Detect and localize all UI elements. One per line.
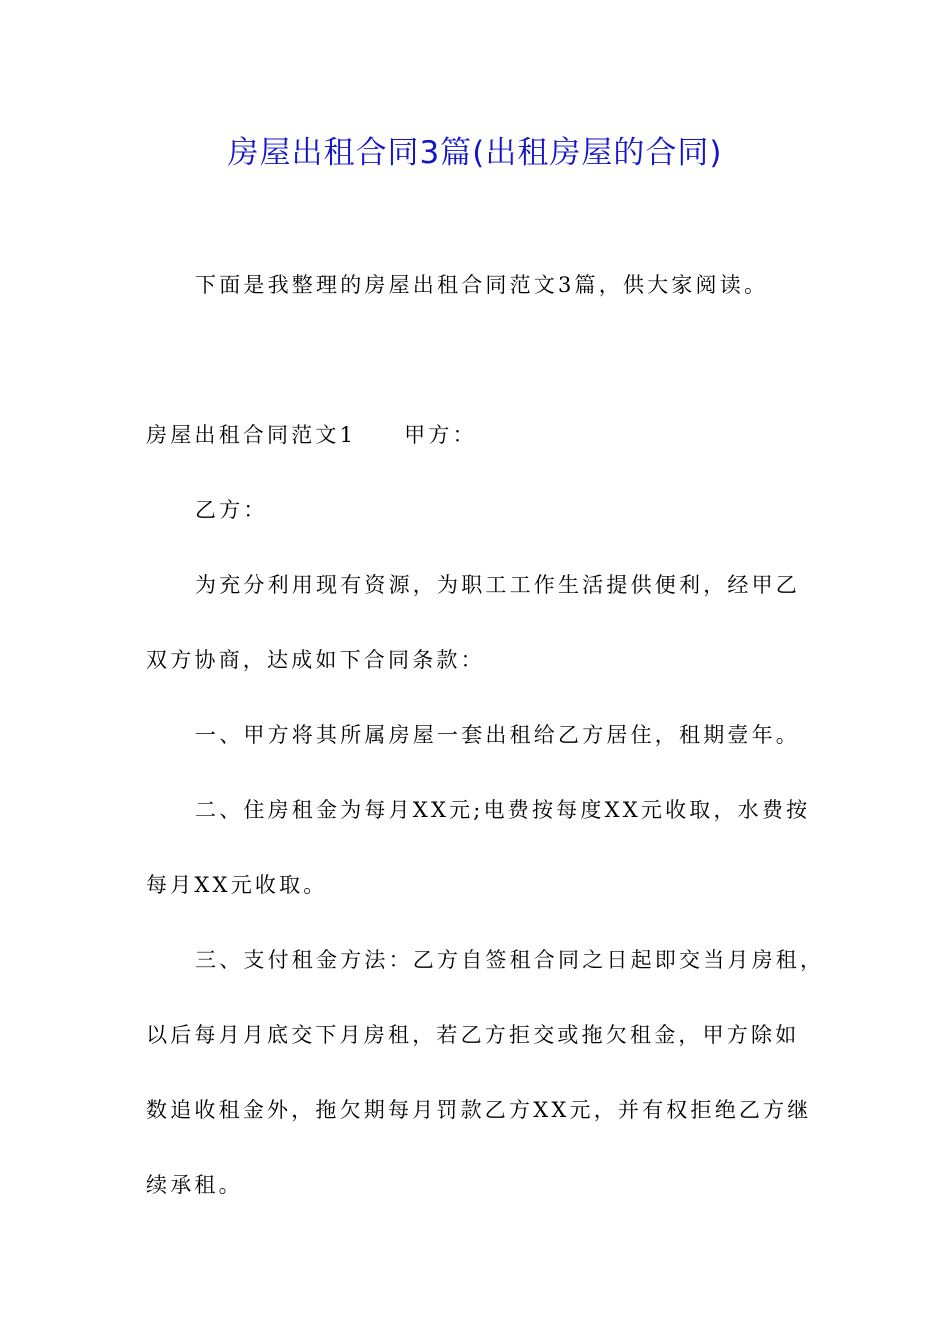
body-line: 双方协商，达成如下合同条款： <box>146 648 485 672</box>
body-line: 以后每月月底交下月房租，若乙方拒交或拖欠租金，甲方除如 <box>146 1023 800 1047</box>
party-b-label: 乙方： <box>195 498 268 522</box>
body-line: 为充分利用现有资源，为职工工作生活提供便利，经甲乙 <box>195 573 800 597</box>
body-line: 数追收租金外，拖欠期每月罚款乙方XX元，并有权拒绝乙方继 <box>146 1098 812 1122</box>
clause-one: 一、甲方将其所属房屋一套出租给乙方居住，租期壹年。 <box>195 723 800 747</box>
intro-paragraph: 下面是我整理的房屋出租合同范文3篇，供大家阅读。 <box>195 273 769 297</box>
body-line: 续承租。 <box>146 1173 243 1197</box>
document-title: 房屋出租合同3篇(出租房屋的合同) <box>227 135 723 171</box>
section-heading-line <box>146 418 477 452</box>
clause-three: 三、支付租金方法：乙方自签租合同之日起即交当月房租， <box>195 948 825 972</box>
clause-two: 二、住房租金为每月XX元;电费按每度XX元收取，水费按 <box>195 798 811 822</box>
party-a-label: 甲方： <box>404 423 477 447</box>
section-heading: 房屋出租合同范文1 <box>146 423 357 447</box>
body-line: 每月XX元收取。 <box>146 873 328 897</box>
